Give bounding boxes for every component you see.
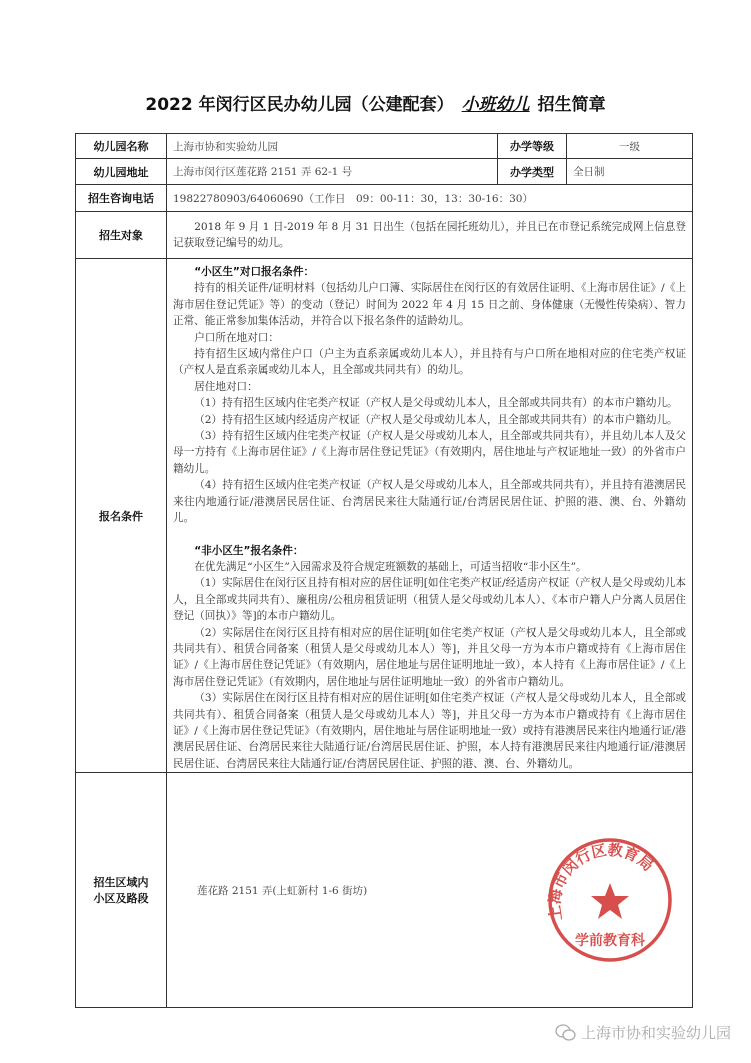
level-value: 一级: [567, 134, 693, 159]
condition-paragraph: （2）持有招生区域内经适房产权证（产权人是父母或幼儿本人，且全部或共同共有）的本市户籍幼儿。: [194, 413, 678, 426]
condition-paragraph: 持有招生区域内常住户口（户主为直系亲属或幼儿本人），并且持有与户口所在地相对应的住宅类产权证（产权人是直系亲属或幼儿本人，且全部或共同共有）的幼儿。: [173, 348, 686, 377]
conditions-label: 报名条件: [76, 259, 167, 773]
watermark: [555, 1022, 731, 1043]
condition-heading: “非小区生”报名条件：: [194, 544, 304, 557]
seal-outer-text: 上海市闵行区教育局: [545, 840, 657, 922]
table-row: [76, 259, 693, 773]
condition-paragraph: 户口所在地对口：: [194, 331, 279, 344]
condition-paragraph: （4）持有招生区域内住宅类产权证（产权人是父母或幼儿本人，且全部或共同共有），并且持有港澳居民来往内地通行证/港澳居民居住证、台湾居民来往大陆通行证/台湾居民居住证、护照的港、澳、台、外籍幼儿。: [173, 479, 686, 525]
condition-paragraph: 持有的相关证件/证明材料（包括幼儿户口簿、实际居住在闵行区的有效居住证明、《上海市居住证》/《上海市居住登记凭证》等）的变动（登记）时间为 2022 年 4 月 15 日之前、身体健康（无慢性传染病）、智力正常、能正常参加集体活动，并符合以下报名条件的适龄幼儿。: [173, 282, 686, 328]
table-row: [76, 212, 693, 259]
target-value: 2018 年 9 月 1 日-2019 年 8 月 31 日出生（包括在园托班幼儿），并且已在市登记系统完成网上信息登记获取登记编号的幼儿。: [173, 220, 686, 249]
page-title: [0, 90, 751, 115]
area-value: 莲花路 2151 弄(上虹新村 1-6 街坊): [167, 773, 693, 1008]
address-label: 幼儿园地址: [76, 159, 167, 185]
star-icon: [591, 883, 629, 919]
condition-paragraph: （3）持有招生区域内住宅类产权证（产权人是父母或幼儿本人，且全部或共同共有），并且幼儿本人及父母一方持有《上海市居住证》/《上海市居住登记凭证》（有效期内，居住地址与产权证地址一致）的外省市户籍幼儿。: [173, 430, 686, 475]
name-value: 上海市协和实验幼儿园: [167, 134, 498, 159]
watermark-text: 上海市协和实验幼儿园: [580, 1024, 731, 1042]
table-row: [76, 159, 693, 185]
type-label: 办学类型: [498, 159, 567, 185]
condition-paragraph: （1）实际居住在闵行区且持有相对应的居住证明[如住宅类产权证/经适房产权证（产权人是父母或幼儿本人，且全部或共同共有）、廉租房/公租房租赁证明（租赁人是父母或幼儿本人）、《本市户籍人户分离人员居住登记（回执）》等]的本市户籍幼儿。: [173, 577, 686, 623]
wechat-icon: [555, 1023, 577, 1043]
condition-paragraph: 居住地对口：: [194, 380, 258, 393]
title-underlined: 小班幼儿: [461, 95, 530, 115]
title-prefix: 2022 年闵行区民办幼儿园（公建配套）: [145, 95, 454, 115]
area-label-line: 小区及路段: [93, 892, 149, 906]
title-suffix: 招生简章: [537, 95, 606, 115]
conditions-cell: [167, 259, 693, 773]
type-value: 全日制: [567, 159, 693, 185]
area-label-line: 招生区域内: [93, 876, 149, 890]
seal-inner-text: 学前教育科: [575, 933, 645, 949]
condition-paragraph: （2）实际居住在闵行区且持有相对应的居住证明[如住宅类产权证（产权人是父母或幼儿本人，且全部或共同共有）、租赁合同备案（租赁人是父母或幼儿本人）等]，并且父母一方为本市户籍或持有《上海市居住证》/《上海市居住登记凭证》（有效期内，居住地址与居住证明地址一致），本人持有《上海市居住证》/《上海市居住登记凭证》（有效期内，居住地址与居住证明地址一致）的外省市户籍幼儿。: [173, 626, 686, 688]
area-label: [76, 773, 167, 1008]
target-cell: [167, 212, 693, 259]
address-value: 上海市闵行区莲花路 2151 弄 62-1 号: [167, 159, 498, 185]
name-label: 幼儿园名称: [76, 134, 167, 159]
phone-label: 招生咨询电话: [76, 185, 167, 212]
condition-paragraph: 在优先满足“小区生”入园需求及符合规定班额数的基础上，可适当招收“非小区生”。: [194, 560, 587, 573]
table-row: [76, 134, 693, 159]
official-seal: [545, 835, 675, 965]
condition-heading: “小区生”对口报名条件：: [194, 266, 315, 278]
level-label: 办学等级: [498, 134, 567, 159]
condition-paragraph: （3）实际居住在闵行区且持有相对应的居住证明[如住宅类产权证（产权人是父母或幼儿本人，且全部或共同共有）、租赁合同备案（租赁人是父母或幼儿本人）等]，并且父母一方为本市户籍或持有《上海市居住证》/《上海市居住登记凭证》（有效期内，居住地址与居住证明地址一致）或持有港澳居民来往内地通行证/港澳居民居住证、台湾居民来往大陆通行证/台湾居民居住证、护照，本人持有港澳居民来往内地通行证/港澳居民居住证、台湾居民来往大陆通行证/台湾居民居住证、护照的港、澳、台、外籍幼儿。: [173, 692, 686, 770]
table-row: [76, 185, 693, 212]
condition-paragraph: （1）持有招生区域内住宅类产权证（产权人是父母或幼儿本人，且全部或共同共有）的本市户籍幼儿。: [194, 397, 678, 410]
target-label: 招生对象: [76, 212, 167, 259]
phone-value: 19822780903/64060690（工作日 09：00-11：30，13：30-16：30）: [167, 185, 693, 212]
